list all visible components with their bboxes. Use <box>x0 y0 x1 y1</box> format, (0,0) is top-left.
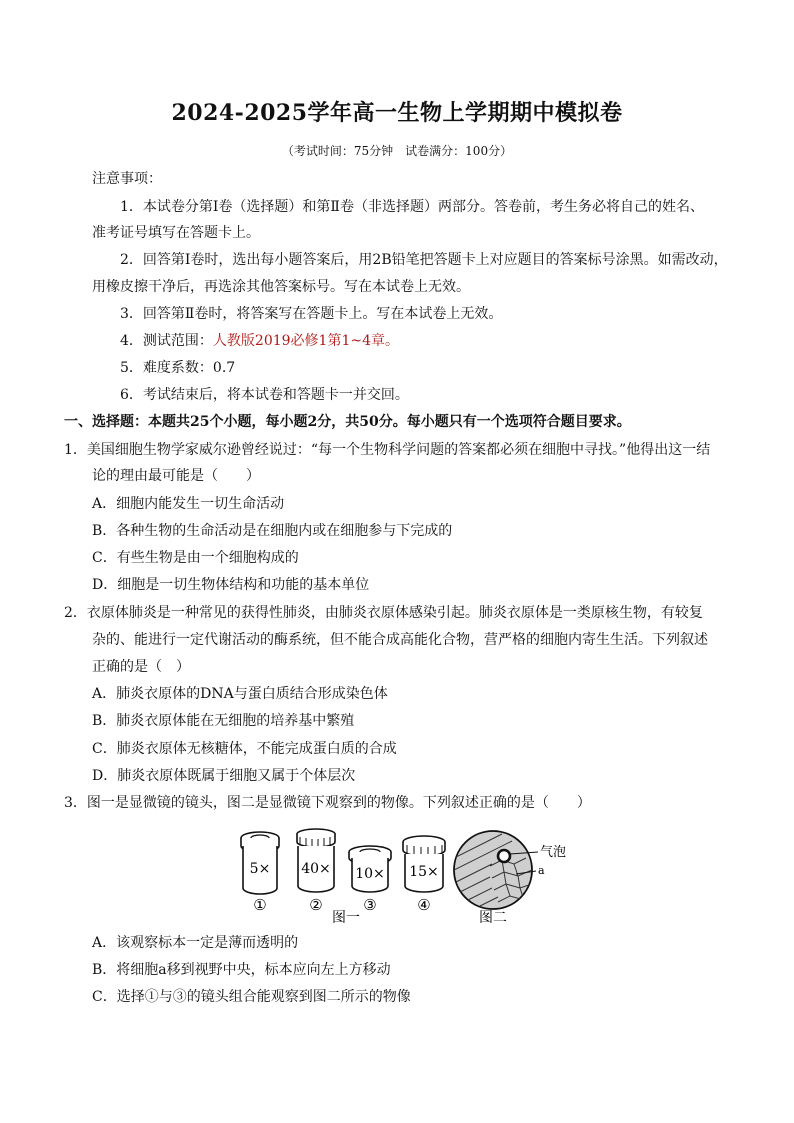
q2-option-d: D．肺炎衣原体既属于细胞又属于个体层次 <box>92 768 356 784</box>
q1-option-b: B．各种生物的生命活动是在细胞内或在细胞参与下完成的 <box>92 523 453 539</box>
section-heading: 一、选择题：本题共25个小题，每小题2分，共50分。每小题只有一个选项符合题目要求。 <box>64 414 631 430</box>
notice-item-4 <box>120 331 399 351</box>
bubble-label: 气泡 <box>540 845 567 860</box>
notice-item-1b: 准考证号填写在答题卡上。 <box>92 225 260 241</box>
notice-item-5: 5．难度系数：0.7 <box>120 360 236 376</box>
notice-item-1a: 1．本试卷分第Ⅰ卷（选择题）和第Ⅱ卷（非选择题）两部分。答卷前，考生务必将自己的姓名、 <box>120 199 704 215</box>
lens-4-label: 15× <box>409 864 439 880</box>
q1-option-d: D．细胞是一切生物体结构和功能的基本单位 <box>92 577 370 593</box>
lens-1-label: 5× <box>249 861 271 877</box>
lens-1-number: ① <box>253 896 267 914</box>
q2-stem-c: 正确的是（ ） <box>92 659 190 675</box>
lens-1-eyepiece <box>241 832 279 914</box>
notice-item-2b: 用橡皮擦干净后，再选涂其他答案标号。写在本试卷上无效。 <box>92 279 470 295</box>
figure-2-caption: 图二 <box>479 910 507 926</box>
q2-option-b: B．肺炎衣原体能在无细胞的培养基中繁殖 <box>92 713 355 729</box>
exam-title: 2024-2025学年高一生物上学期期中模拟卷 <box>171 100 623 126</box>
q3-option-c: C．选择①与③的镜头组合能观察到图二所示的物像 <box>92 989 411 1005</box>
q1-option-a: A．细胞内能发生一切生命活动 <box>92 496 285 512</box>
q1-option-c: C．有些生物是由一个细胞构成的 <box>92 550 299 566</box>
notice-item-4-prefix: 4．测试范围： <box>120 333 213 349</box>
q3-stem: 3．图一是显微镜的镜头，图二是显微镜下观察到的物像。下列叙述正确的是（ ） <box>64 795 591 811</box>
cell-a-label: a <box>538 864 545 877</box>
lens-3-eyepiece <box>349 846 391 914</box>
lens-3-number: ③ <box>363 896 377 914</box>
microscope-figure <box>228 826 588 930</box>
lens-2-label: 40× <box>301 861 331 877</box>
notice-item-4-range: 人教版2019必修1第1~4章。 <box>212 333 400 349</box>
lens-2-number: ② <box>309 896 323 914</box>
notice-heading: 注意事项： <box>92 171 162 187</box>
figure-1-caption: 图一 <box>332 910 360 926</box>
q2-stem-b: 杂的、能进行一定代谢活动的酶系统，但不能合成高能化合物，营严格的细胞内寄生生活。下列叙述 <box>92 632 708 648</box>
microscope-figure-svg <box>228 826 588 930</box>
q1-stem-a: 1．美国细胞生物学家威尔逊曾经说过：“每一个生物科学问题的答案都必须在细胞中寻找。”他得出这一结 <box>64 442 711 458</box>
lens-4-number: ④ <box>417 896 431 914</box>
q3-option-a: A．该观察标本一定是薄而透明的 <box>92 935 299 951</box>
lens-4-objective <box>403 836 445 914</box>
notice-item-2a: 2．回答第Ⅰ卷时，选出每小题答案后，用2B铅笔把答题卡上对应题目的答案标号涂黑。如需改动， <box>120 252 728 268</box>
field-of-view <box>454 828 538 909</box>
q2-option-c: C．肺炎衣原体无核糖体，不能完成蛋白质的合成 <box>92 741 397 757</box>
exam-subtitle: （考试时间：75分钟 试卷满分：100分） <box>281 144 513 158</box>
air-bubble <box>498 850 510 862</box>
notice-item-6: 6．考试结束后，将本试卷和答题卡一并交回。 <box>120 387 409 403</box>
q1-stem-b: 论的理由最可能是（ ） <box>92 468 260 484</box>
notice-item-3: 3．回答第Ⅱ卷时，将答案写在答题卡上。写在本试卷上无效。 <box>120 306 503 322</box>
lens-2-objective <box>297 829 335 914</box>
q2-stem-a: 2．衣原体肺炎是一种常见的获得性肺炎，由肺炎衣原体感染引起。肺炎衣原体是一类原核生物，有较复 <box>64 605 703 621</box>
q2-option-a: A．肺炎衣原体的DNA与蛋白质结合形成染色体 <box>92 686 388 702</box>
lens-3-label: 10× <box>355 866 385 882</box>
q3-option-b: B．将细胞a移到视野中央，标本应向左上方移动 <box>92 962 391 978</box>
